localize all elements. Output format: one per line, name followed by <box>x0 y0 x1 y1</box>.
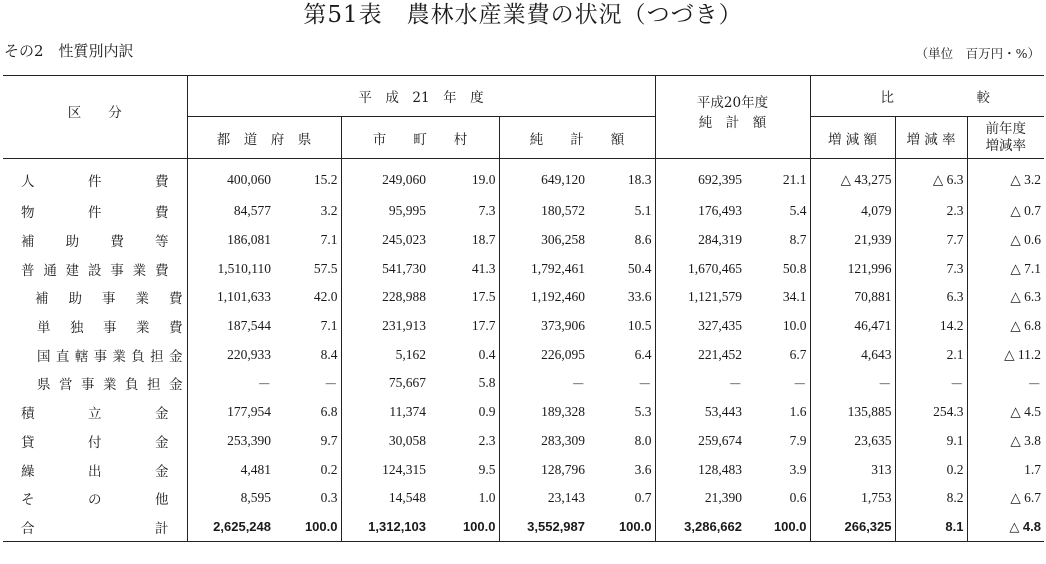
header-shichoson: 市 町 村 <box>341 117 499 159</box>
cell-net-r: 8.0 <box>634 432 652 448</box>
total-label: 合計 <box>3 513 187 542</box>
table-row <box>3 197 1044 226</box>
cell-pref-r: 3.2 <box>320 203 338 219</box>
cell-net: － <box>499 369 588 398</box>
cell-muni-r: 0.4 <box>478 346 496 362</box>
cell-prev: 21,390 <box>655 484 745 513</box>
cell-pref: 186,081 <box>187 226 274 255</box>
cell-muni: 231,913 <box>341 312 429 341</box>
cell-prev: － <box>655 369 745 398</box>
cell-muni: 249,060 <box>341 159 429 198</box>
cell-prev: 221,452 <box>655 340 745 369</box>
table-title: 第51表 農林水産業費の状況（つづき） <box>303 2 743 28</box>
row-label: 人件費 <box>21 174 169 190</box>
row-label: 補助事業費 <box>35 291 183 308</box>
cell-net-r: 5.3 <box>634 404 652 420</box>
cell-prev: 692,395 <box>655 159 745 198</box>
cell-muni: 30,058 <box>341 427 429 456</box>
header-prev-rate-line2: 増減率 <box>985 137 1026 154</box>
cell-prev-rate: △ 4.5 <box>967 398 1044 427</box>
cell-rate: 2.1 <box>895 340 967 369</box>
table-row <box>3 398 1044 427</box>
cell-diff: 21,939 <box>810 226 895 255</box>
row-label: 繰出金 <box>21 463 169 480</box>
table-row <box>3 369 1044 398</box>
table-row <box>3 427 1044 456</box>
table-row <box>3 159 1044 198</box>
cell-pref-r: 0.2 <box>320 461 338 477</box>
row-label: 単独事業費 <box>37 320 183 337</box>
table-subtitle: その2 性質別内訳 <box>4 42 134 60</box>
header-fy20-line1: 平成20年度 <box>696 95 769 111</box>
cell-muni: 541,730 <box>341 254 429 283</box>
cell-net-r: 3.6 <box>634 461 652 477</box>
row-label: 貸付金 <box>21 434 169 451</box>
cell-pref: 1,510,110 <box>187 254 274 283</box>
cell-diff: 23,635 <box>810 427 895 456</box>
cell-net-r: 10.5 <box>627 318 652 334</box>
cell-muni: 11,374 <box>341 398 429 427</box>
row-label: 国直轄事業負担金 <box>37 348 183 365</box>
cell-prev: 176,493 <box>655 197 745 226</box>
cell-rate: 8.2 <box>895 484 967 513</box>
cell-prev-r: 3.9 <box>789 461 807 477</box>
cell-rate: 9.1 <box>895 427 967 456</box>
cell-net: 23,143 <box>499 484 588 513</box>
cell-net: 1,792,461 <box>499 254 588 283</box>
cell-net-r: 0.7 <box>634 490 652 506</box>
cell-pref: － <box>187 369 274 398</box>
cell-prev-rate: △ 6.8 <box>967 312 1044 341</box>
cell-net-r: 6.4 <box>634 346 652 362</box>
cell-prev-r: 1.6 <box>789 404 807 420</box>
cell-prev-r: 5.4 <box>789 203 807 219</box>
cell-pref-r: 42.0 <box>313 289 338 305</box>
cell-net: 649,120 <box>499 159 588 198</box>
cell-pref-r: － <box>324 377 338 393</box>
cell-rate: － <box>895 369 967 398</box>
header-fy20-line2: 純 計 額 <box>698 115 767 131</box>
cell-pref: 400,060 <box>187 159 274 198</box>
cell-prev-r: 21.1 <box>782 172 807 187</box>
header-prev-rate <box>967 117 1044 159</box>
cell-diff: 4,079 <box>810 197 895 226</box>
cell-muni: 124,315 <box>341 455 429 484</box>
cell-diff: 135,885 <box>810 398 895 427</box>
cell-pref: 4,481 <box>187 455 274 484</box>
cell-prev: 128,483 <box>655 455 745 484</box>
cell-pref-r: 7.1 <box>320 232 338 248</box>
cell-pref: 253,390 <box>187 427 274 456</box>
cell-muni-r: 17.7 <box>471 318 496 334</box>
cell-net-r: － <box>638 377 652 393</box>
cell-pref-r: 0.3 <box>320 490 338 506</box>
cell-diff: 70,881 <box>810 283 895 312</box>
cell-muni-r: 5.8 <box>478 375 496 391</box>
cell-rate: 0.2 <box>895 455 967 484</box>
cell-diff: 121,996 <box>810 254 895 283</box>
cell-net: 1,192,460 <box>499 283 588 312</box>
table-row <box>3 283 1044 312</box>
cell-pref-r: 8.4 <box>320 346 338 362</box>
cell-prev-rate: △ 3.8 <box>967 427 1044 456</box>
cell-muni-r: 9.5 <box>478 461 496 477</box>
cell-prev-r: 6.7 <box>789 346 807 362</box>
cell-net: 283,309 <box>499 427 588 456</box>
cell-muni-r: 17.5 <box>471 289 496 305</box>
cell-diff: 1,753 <box>810 484 895 513</box>
cell-net: 128,796 <box>499 455 588 484</box>
cell-rate: 2.3 <box>895 197 967 226</box>
cell-pref: 220,933 <box>187 340 274 369</box>
cell-pref: 177,954 <box>187 398 274 427</box>
cell-diff: － <box>810 369 895 398</box>
cell-prev-rate: － <box>967 369 1044 398</box>
cell-muni: 95,995 <box>341 197 429 226</box>
cell-net-r: 5.1 <box>634 203 652 219</box>
header-zogengaku: 増 減 額 <box>810 117 895 159</box>
row-label: その他 <box>21 492 169 509</box>
cell-prev: 259,674 <box>655 427 745 456</box>
header-fy20 <box>655 76 810 159</box>
cell-pref-r: 6.8 <box>320 404 338 420</box>
cell-prev-r: 7.9 <box>789 432 807 448</box>
cell-pref-r: 15.2 <box>313 172 338 187</box>
cell-prev: 1,121,579 <box>655 283 745 312</box>
cell-muni-r: 41.3 <box>471 260 496 276</box>
cell-prev-rate: △ 0.6 <box>967 226 1044 255</box>
total-rate: 8.1 <box>895 513 967 542</box>
cell-muni: 75,667 <box>341 369 429 398</box>
cell-net-r: 8.6 <box>634 232 652 248</box>
cell-diff: △ 43,275 <box>810 159 895 198</box>
cell-prev-r: － <box>793 377 807 393</box>
cell-prev-r: 8.7 <box>789 232 807 248</box>
cell-prev: 1,670,465 <box>655 254 745 283</box>
total-row <box>3 513 1044 542</box>
cell-net-r: 33.6 <box>627 289 652 305</box>
total-net-r: 100.0 <box>588 513 655 542</box>
cell-prev: 284,319 <box>655 226 745 255</box>
total-prev: 3,286,662 <box>655 513 745 542</box>
table-body <box>3 159 1044 542</box>
cell-net-r: 50.4 <box>627 260 652 276</box>
cell-net: 373,906 <box>499 312 588 341</box>
cell-rate: 6.3 <box>895 283 967 312</box>
row-label: 県営事業負担金 <box>37 377 183 394</box>
cell-prev-rate: 1.7 <box>967 455 1044 484</box>
header-kubun: 区 分 <box>3 76 187 159</box>
cell-muni-r: 1.0 <box>478 490 496 506</box>
cell-pref-r: 57.5 <box>313 260 338 276</box>
cell-muni: 5,162 <box>341 340 429 369</box>
cell-rate: 254.3 <box>895 398 967 427</box>
cell-pref-r: 7.1 <box>320 318 338 334</box>
cell-rate: 7.7 <box>895 226 967 255</box>
cell-prev-rate: △ 6.7 <box>967 484 1044 513</box>
cell-prev: 53,443 <box>655 398 745 427</box>
table-row <box>3 484 1044 513</box>
cell-prev-r: 34.1 <box>782 289 807 305</box>
cell-pref: 84,577 <box>187 197 274 226</box>
header-hikaku <box>810 76 1044 117</box>
row-label: 普通建設事業費 <box>21 262 169 279</box>
cell-pref: 1,101,633 <box>187 283 274 312</box>
cell-muni-r: 19.0 <box>471 172 496 187</box>
table-row <box>3 340 1044 369</box>
total-net: 3,552,987 <box>499 513 588 542</box>
header-todofuken: 都 道 府 県 <box>187 117 341 159</box>
header-hikaku-right: 較 <box>976 90 990 106</box>
table-row <box>3 455 1044 484</box>
cell-prev-r: 50.8 <box>782 260 807 276</box>
cell-rate: 7.3 <box>895 254 967 283</box>
cell-muni: 245,023 <box>341 226 429 255</box>
total-diff: 266,325 <box>810 513 895 542</box>
total-pref: 2,625,248 <box>187 513 274 542</box>
cell-pref: 187,544 <box>187 312 274 341</box>
header-zogenritsu: 増 減 率 <box>895 117 967 159</box>
total-prev-rate: △ 4.8 <box>967 513 1044 542</box>
cell-muni-r: 0.9 <box>478 404 496 420</box>
header-fy21: 平 成 21 年 度 <box>187 76 655 117</box>
total-muni: 1,312,103 <box>341 513 429 542</box>
table-row <box>3 312 1044 341</box>
unit-note: （単位 百万円・%） <box>915 46 1040 61</box>
cell-net: 226,095 <box>499 340 588 369</box>
cell-muni: 14,548 <box>341 484 429 513</box>
table-row <box>3 254 1044 283</box>
expenditure-table <box>3 75 1044 542</box>
cell-rate: 14.2 <box>895 312 967 341</box>
header-junkei: 純 計 額 <box>499 117 655 159</box>
cell-prev-rate: △ 6.3 <box>967 283 1044 312</box>
cell-rate: △ 6.3 <box>895 159 967 198</box>
cell-muni-r: 7.3 <box>478 203 496 219</box>
row-label: 補助費等 <box>21 234 169 251</box>
cell-diff: 4,643 <box>810 340 895 369</box>
cell-diff: 313 <box>810 455 895 484</box>
total-muni-r: 100.0 <box>429 513 499 542</box>
header-prev-rate-line1: 前年度 <box>985 120 1026 137</box>
total-prev-r: 100.0 <box>745 513 810 542</box>
header-hikaku-left: 比 <box>880 90 894 106</box>
table-header <box>3 76 1044 159</box>
cell-net-r: 18.3 <box>627 172 652 187</box>
cell-pref-r: 9.7 <box>320 432 338 448</box>
cell-net: 180,572 <box>499 197 588 226</box>
cell-prev-rate: △ 3.2 <box>967 159 1044 198</box>
total-pref-r: 100.0 <box>274 513 341 542</box>
cell-muni-r: 2.3 <box>478 432 496 448</box>
row-label: 積立金 <box>21 406 169 423</box>
table-row <box>3 226 1044 255</box>
cell-muni-r: 18.7 <box>471 232 496 248</box>
cell-net: 306,258 <box>499 226 588 255</box>
cell-prev-rate: △ 0.7 <box>967 197 1044 226</box>
cell-prev-rate: △ 11.2 <box>967 340 1044 369</box>
cell-diff: 46,471 <box>810 312 895 341</box>
cell-pref: 8,595 <box>187 484 274 513</box>
cell-muni: 228,988 <box>341 283 429 312</box>
cell-prev-rate: △ 7.1 <box>967 254 1044 283</box>
cell-prev: 327,435 <box>655 312 745 341</box>
row-label: 物件費 <box>21 205 169 222</box>
cell-net: 189,328 <box>499 398 588 427</box>
cell-prev-r: 10.0 <box>782 318 807 334</box>
cell-prev-r: 0.6 <box>789 490 807 506</box>
